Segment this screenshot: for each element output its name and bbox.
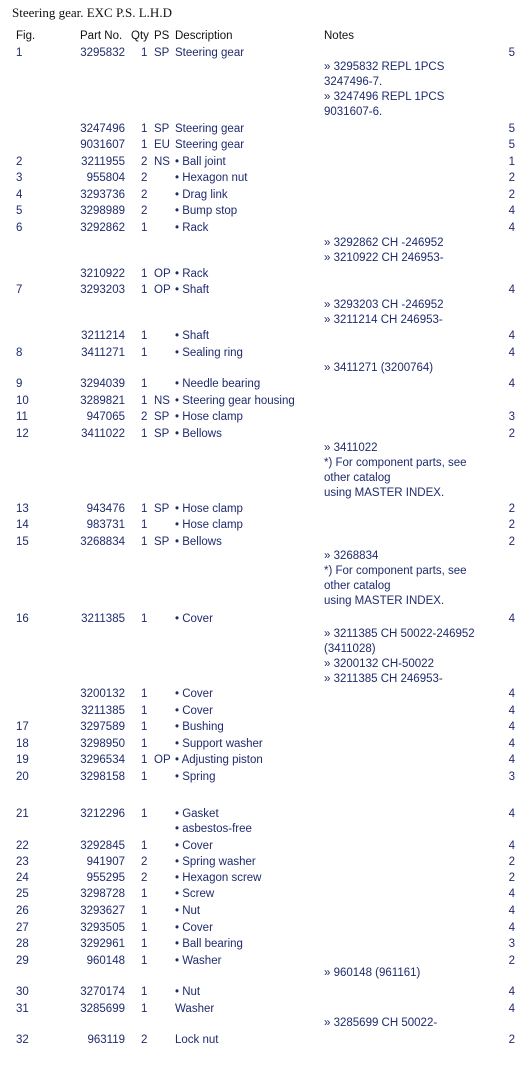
table-row (0, 985, 529, 1000)
fig-number: 3 (16, 172, 23, 184)
page-ref: 4 (508, 721, 515, 733)
description: • Steering gear housing (175, 395, 295, 407)
fig-number: 29 (16, 955, 29, 967)
page-ref: 4 (508, 754, 515, 766)
description: • Hose clamp (175, 411, 243, 423)
description: • Needle bearing (175, 378, 261, 390)
description: • Adjusting piston (175, 754, 263, 766)
quantity: 1 (141, 705, 148, 717)
quantity: 2 (141, 156, 148, 168)
table-row (0, 155, 529, 170)
table-row (0, 138, 529, 153)
part-number: 3211385 (81, 705, 125, 717)
ps-code: SP (154, 411, 170, 423)
page-ref: 2 (508, 503, 515, 515)
table-row (0, 839, 529, 854)
description: • Shaft (175, 284, 210, 296)
part-number: 3212296 (80, 808, 125, 820)
fig-number: 30 (16, 986, 29, 998)
quantity: 1 (141, 519, 148, 531)
part-number: 943476 (86, 503, 125, 515)
note-block (324, 60, 444, 120)
note-line: *) For component parts, see (324, 565, 467, 577)
description: Steering gear (175, 123, 245, 135)
note-block (324, 966, 420, 981)
description: • Cover (175, 840, 213, 852)
table-row (0, 221, 529, 236)
table-row (0, 427, 529, 442)
table-row (0, 46, 529, 61)
part-number: 983731 (86, 519, 125, 531)
ps-code: OP (154, 268, 171, 280)
part-number: 9031607 (80, 139, 125, 151)
part-number: 3295832 (80, 47, 125, 59)
quantity: 1 (141, 347, 148, 359)
part-number: 3292961 (80, 938, 125, 950)
quantity: 2 (141, 1034, 148, 1046)
description: • Washer (175, 955, 222, 967)
quantity: 1 (141, 938, 148, 950)
page-ref: 4 (508, 613, 515, 625)
fig-number: 9 (16, 378, 23, 390)
note-line: (3411028) (324, 643, 376, 655)
description: • Spring (175, 771, 216, 783)
table-row (0, 753, 529, 768)
page-ref: 4 (508, 808, 515, 820)
description: • Shaft (175, 330, 210, 342)
quantity: 1 (141, 378, 148, 390)
table-row (0, 822, 529, 837)
note-line: other catalog (324, 580, 391, 592)
page-ref: 2 (508, 428, 515, 440)
quantity: 1 (141, 840, 148, 852)
quantity: 1 (141, 428, 148, 440)
quantity: 1 (141, 503, 148, 515)
fig-number: 32 (16, 1034, 29, 1046)
description: • Rack (175, 222, 209, 234)
fig-number: 22 (16, 840, 29, 852)
description: Washer (175, 1003, 215, 1015)
table-row (0, 394, 529, 409)
description: • Screw (175, 888, 215, 900)
fig-number: 27 (16, 922, 29, 934)
description: • Nut (175, 986, 201, 998)
part-number: 3293505 (80, 922, 125, 934)
part-number: 941907 (86, 856, 125, 868)
table-row (0, 612, 529, 627)
table-row (0, 687, 529, 702)
note-line: » 3411022 (324, 442, 378, 454)
ps-code: SP (154, 503, 170, 515)
quantity: 1 (141, 808, 148, 820)
table-row (0, 1002, 529, 1017)
quantity: 1 (141, 771, 148, 783)
ps-code: OP (154, 754, 171, 766)
part-number: 3298950 (80, 738, 125, 750)
ps-code: SP (154, 428, 170, 440)
note-block (324, 441, 467, 501)
table-row (0, 807, 529, 822)
page-ref: 4 (508, 378, 515, 390)
quantity: 1 (141, 395, 148, 407)
table-row (0, 188, 529, 203)
part-number: 3293203 (80, 284, 125, 296)
note-line: using MASTER INDEX. (324, 595, 445, 607)
description: • Bushing (175, 721, 224, 733)
quantity: 1 (141, 986, 148, 998)
page-ref: 2 (508, 872, 515, 884)
part-number: 3293627 (80, 905, 125, 917)
fig-number: 5 (16, 205, 23, 217)
description: • Cover (175, 922, 213, 934)
quantity: 1 (141, 284, 148, 296)
note-line: » 3211385 CH 50022-246952 (324, 628, 475, 640)
page-ref: 2 (508, 856, 515, 868)
part-number: 960148 (86, 955, 125, 967)
part-number: 963119 (87, 1034, 125, 1046)
table-row (0, 1033, 529, 1048)
note-line: » 3295832 REPL 1PCS (324, 61, 445, 73)
quantity: 1 (141, 922, 148, 934)
fig-number: 13 (16, 503, 29, 515)
fig-number: 18 (16, 738, 29, 750)
description: • Bump stop (175, 205, 238, 217)
description: • Cover (175, 705, 213, 717)
table-row (0, 204, 529, 219)
page-ref: 5 (508, 139, 515, 151)
note-block (324, 627, 475, 687)
note-line: » 3293203 CH -246952 (324, 299, 444, 311)
note-line: » 3200132 CH-50022 (324, 658, 434, 670)
table-row (0, 171, 529, 186)
fig-number: 4 (16, 189, 23, 201)
fig-number: 2 (16, 156, 23, 168)
note-line: 9031607-6. (324, 106, 383, 118)
description: • Cover (175, 688, 213, 700)
description: • Ball joint (175, 156, 226, 168)
page-ref: 4 (508, 688, 515, 700)
quantity: 2 (141, 856, 148, 868)
quantity: 2 (141, 205, 148, 217)
description: • Gasket (175, 808, 219, 820)
description: Steering gear (175, 47, 245, 59)
quantity: 1 (141, 123, 148, 135)
page-ref: 4 (508, 986, 515, 998)
part-number: 3292845 (80, 840, 125, 852)
table-row (0, 871, 529, 886)
quantity: 1 (141, 754, 148, 766)
table-row (0, 737, 529, 752)
fig-number: 11 (16, 411, 28, 423)
fig-number: 28 (16, 938, 29, 950)
part-number: 3270174 (80, 986, 125, 998)
part-number: 3411271 (81, 347, 125, 359)
quantity: 2 (141, 189, 148, 201)
page-ref: 4 (508, 922, 515, 934)
part-number: 3293736 (80, 189, 125, 201)
header-fig: Fig. (16, 30, 36, 42)
quantity: 1 (141, 955, 148, 967)
description: Steering gear (175, 139, 245, 151)
part-number: 955295 (86, 872, 125, 884)
description: • Spring washer (175, 856, 256, 868)
note-line: » 3211214 CH 246953- (324, 314, 443, 326)
page-ref: 5 (508, 123, 515, 135)
note-line: using MASTER INDEX. (324, 487, 445, 499)
note-line: » 960148 (961161) (324, 967, 421, 979)
fig-number: 24 (16, 872, 29, 884)
table-row (0, 329, 529, 344)
part-number: 3411022 (81, 428, 125, 440)
ps-code: NS (154, 156, 170, 168)
note-block (324, 236, 444, 266)
note-block (324, 361, 433, 376)
quantity: 1 (141, 738, 148, 750)
description: • Ball bearing (175, 938, 243, 950)
table-row (0, 704, 529, 719)
page-ref: 4 (508, 888, 515, 900)
page-ref: 3 (508, 938, 515, 950)
description: • Drag link (175, 189, 228, 201)
description: • Rack (175, 268, 209, 280)
note-block (324, 1016, 437, 1031)
note-block (324, 549, 467, 609)
table-row (0, 937, 529, 952)
fig-number: 19 (16, 754, 29, 766)
ps-code: OP (154, 284, 171, 296)
page-ref: 4 (508, 840, 515, 852)
part-number: 3289821 (80, 395, 125, 407)
quantity: 1 (141, 139, 148, 151)
quantity: 2 (141, 872, 148, 884)
part-number: 947065 (86, 411, 125, 423)
page-ref: 2 (508, 536, 515, 548)
table-row (0, 887, 529, 902)
note-line: » 3411271 (3200764) (324, 362, 434, 374)
table-row (0, 954, 529, 969)
part-number: 3298989 (80, 205, 125, 217)
description: Lock nut (175, 1034, 219, 1046)
ps-code: SP (154, 123, 170, 135)
fig-number: 12 (16, 428, 29, 440)
page-ref: 3 (508, 411, 515, 423)
fig-number: 25 (16, 888, 29, 900)
fig-number: 7 (16, 284, 23, 296)
description: • Bellows (175, 536, 222, 548)
description: • Sealing ring (175, 347, 243, 359)
note-line: » 3285699 CH 50022- (324, 1017, 438, 1029)
note-line: » 3247496 REPL 1PCS (324, 91, 445, 103)
header-ps: PS (154, 30, 170, 42)
quantity: 1 (141, 330, 148, 342)
description: • asbestos-free (175, 823, 252, 835)
header-qty: Qty (131, 30, 149, 42)
fig-number: 10 (16, 395, 29, 407)
note-line: » 3292862 CH -246952 (324, 237, 444, 249)
page-ref: 1 (508, 156, 515, 168)
fig-number: 6 (16, 222, 23, 234)
note-line: » 3210922 CH 246953- (324, 252, 444, 264)
table-row (0, 921, 529, 936)
part-number: 3292862 (80, 222, 125, 234)
quantity: 1 (141, 47, 148, 59)
quantity: 2 (141, 172, 148, 184)
part-number: 3296534 (80, 754, 125, 766)
table-row (0, 377, 529, 392)
page-ref: 4 (508, 347, 515, 359)
fig-number: 26 (16, 905, 29, 917)
table-row (0, 122, 529, 137)
description: • Cover (175, 613, 213, 625)
page-ref: 2 (508, 519, 515, 531)
fig-number: 23 (16, 856, 29, 868)
part-number: 3210922 (80, 268, 125, 280)
page-title: Steering gear. EXC P.S. L.H.D (12, 5, 172, 20)
description: • Nut (175, 905, 201, 917)
fig-number: 14 (16, 519, 29, 531)
page-ref: 4 (508, 330, 515, 342)
table-row (0, 720, 529, 735)
fig-number: 31 (16, 1003, 29, 1015)
page-ref: 4 (508, 284, 515, 296)
header-part-no: Part No. (80, 30, 123, 42)
fig-number: 20 (16, 771, 29, 783)
table-row (0, 346, 529, 361)
page-ref: 2 (508, 955, 515, 967)
quantity: 2 (141, 411, 148, 423)
description: • Hexagon nut (175, 172, 248, 184)
fig-number: 1 (16, 47, 23, 59)
quantity: 1 (141, 688, 148, 700)
quantity: 1 (141, 1003, 148, 1015)
fig-number: 16 (16, 613, 29, 625)
page-ref: 4 (508, 705, 515, 717)
quantity: 1 (141, 721, 148, 733)
part-number: 955804 (86, 172, 125, 184)
note-line: » 3211385 CH 246953- (324, 673, 443, 685)
header-notes: Notes (324, 30, 355, 42)
page-ref: 4 (508, 905, 515, 917)
fig-number: 15 (16, 536, 29, 548)
part-number: 3268834 (80, 536, 125, 548)
part-number: 3247496 (80, 123, 125, 135)
page-ref: 2 (508, 189, 515, 201)
note-block (324, 298, 444, 328)
part-number: 3200132 (80, 688, 125, 700)
description: • Hose clamp (175, 519, 243, 531)
description: • Hose clamp (175, 503, 243, 515)
note-line: 3247496-7. (324, 76, 383, 88)
ps-code: SP (154, 47, 170, 59)
page-ref: 2 (508, 1034, 515, 1046)
description: • Hexagon screw (175, 872, 262, 884)
quantity: 1 (141, 905, 148, 917)
part-number: 3297589 (80, 721, 125, 733)
part-number: 3298728 (80, 888, 125, 900)
ps-code: SP (154, 536, 170, 548)
part-number: 3285699 (80, 1003, 125, 1015)
header-description: Description (175, 30, 233, 42)
quantity: 1 (141, 888, 148, 900)
part-number: 3211385 (81, 613, 125, 625)
part-number: 3211955 (81, 156, 125, 168)
part-number: 3294039 (80, 378, 125, 390)
fig-number: 21 (16, 808, 29, 820)
table-row (0, 855, 529, 870)
table-row (0, 283, 529, 298)
description: • Support washer (175, 738, 263, 750)
quantity: 1 (141, 613, 148, 625)
page-ref: 4 (508, 1003, 515, 1015)
part-number: 3298158 (80, 771, 125, 783)
table-row (0, 518, 529, 533)
page-ref: 3 (508, 771, 515, 783)
part-number: 3211214 (81, 330, 125, 342)
table-row (0, 535, 529, 550)
fig-number: 17 (16, 721, 29, 733)
quantity: 1 (141, 268, 148, 280)
description: • Bellows (175, 428, 222, 440)
note-line: » 3268834 (324, 550, 379, 562)
page-ref: 4 (508, 205, 515, 217)
quantity: 1 (141, 222, 148, 234)
page-ref: 4 (508, 222, 515, 234)
fig-number: 8 (16, 347, 23, 359)
table-row (0, 267, 529, 282)
ps-code: NS (154, 395, 170, 407)
table-row (0, 770, 529, 785)
table-row (0, 410, 529, 425)
ps-code: EU (154, 139, 170, 151)
quantity: 1 (141, 536, 148, 548)
note-line: other catalog (324, 472, 391, 484)
note-line: *) For component parts, see (324, 457, 467, 469)
table-row (0, 502, 529, 517)
page-ref: 4 (508, 738, 515, 750)
page-ref: 2 (508, 172, 515, 184)
table-row (0, 904, 529, 919)
page-ref: 5 (508, 47, 515, 59)
